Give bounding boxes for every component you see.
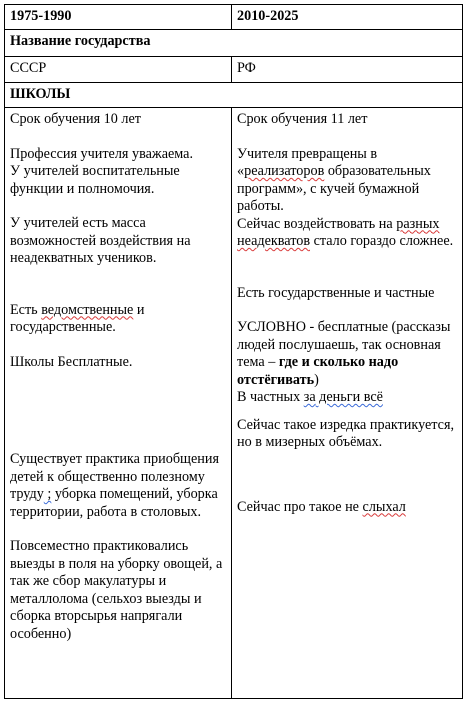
right-p3-d: неадекватов <box>237 233 311 249</box>
right-p3-e: стало гораздо сложнее. <box>310 233 454 249</box>
left-paragraph-labor <box>10 451 227 521</box>
right-p5-f: деньги всё <box>315 389 383 405</box>
left-p6-b: ; <box>43 486 52 502</box>
left-p4-c: и государственные. <box>10 301 145 335</box>
right-p5-e: за <box>303 389 316 405</box>
right-p2-b: реализаторов <box>244 163 325 179</box>
left-p4-a: Есть <box>10 301 42 318</box>
right-p5-a: УСЛОВНО - бесплатные (рассказы людей послушаешь, так основная тема – <box>237 319 451 370</box>
cell-state-right: РФ <box>232 57 463 83</box>
table-row-schools-content <box>5 108 463 699</box>
section-title-schools: ШКОЛЫ <box>5 83 463 108</box>
right-paragraph-school-types: Есть государственные и частные <box>237 284 435 301</box>
right-p2-a: Учителя превращены в « <box>237 145 378 179</box>
right-p5-d: В частных <box>237 389 304 405</box>
right-paragraph-influence <box>237 216 458 251</box>
right-paragraph-conditional-free <box>237 319 458 407</box>
left-p6-c: уборка помещений, уборка территории, работа в столовых. <box>10 486 218 520</box>
right-p5-c: ) <box>314 371 319 388</box>
cell-schools-right <box>232 108 463 699</box>
right-p7-b: слыхал <box>362 498 406 515</box>
table-row-state-values <box>5 57 463 83</box>
right-p7-a: Сейчас про такое не <box>237 498 363 515</box>
left-paragraph-influence: У учителей есть масса возможностей воздействия на неадекватных учеников. <box>10 215 191 266</box>
cell-state-left: СССР <box>5 57 232 83</box>
left-paragraph-school-types <box>10 302 227 337</box>
right-p3-a: Сейчас воздействовать на <box>237 215 397 232</box>
left-p4-b: ведомственные <box>41 301 134 318</box>
header-row <box>5 5 463 30</box>
section-row-state <box>5 30 463 57</box>
right-paragraph-field-trips <box>237 499 458 517</box>
right-p5-b: где и сколько надо отстёгивать <box>237 354 399 388</box>
left-paragraph-free: Школы Бесплатные. <box>10 353 133 370</box>
header-cell-period-1: 1975-1990 <box>5 5 232 30</box>
left-p6-a: Существует практика приобщения детей к общественно полезному труду <box>10 451 219 502</box>
left-paragraph-field-trips: Повсеместно практиковались выезды в поля на уборку овощей, а так же сбор макулатуры и металлолома (сельхоз выезды и сборка вторсырья напрягали особенно) <box>10 538 223 642</box>
section-row-schools <box>5 83 463 108</box>
left-paragraph-term: Срок обучения 10 лет <box>10 111 141 127</box>
left-paragraph-teacher-status: Профессия учителя уважаема. У учителей воспитательные функции и полномочия. <box>10 145 194 197</box>
right-paragraph-term: Срок обучения 11 лет <box>237 111 368 127</box>
section-title-state: Название государства <box>5 30 463 57</box>
header-cell-period-2: 2010-2025 <box>232 5 463 30</box>
comparison-table <box>4 4 463 699</box>
right-paragraph-labor: Сейчас такое изредка практикуется, но в мизерных объёмах. <box>237 416 455 450</box>
right-paragraph-teachers <box>237 146 458 216</box>
cell-schools-left <box>5 108 232 699</box>
right-p3-b: разных <box>396 215 440 232</box>
right-p2-c: образовательных программ», с кучей бумажной работы. <box>237 163 431 214</box>
